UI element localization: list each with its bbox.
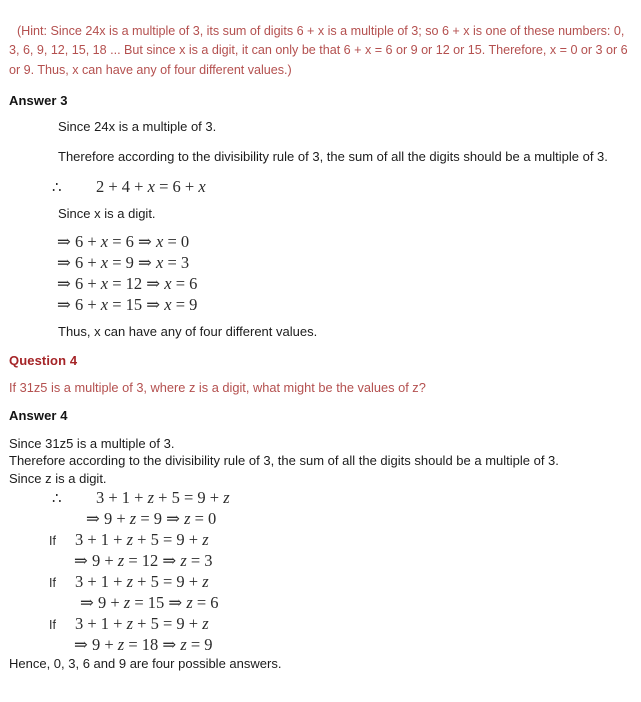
answer-4-block-4-expression: 3 + 1 + z + 5 = 9 + z xyxy=(75,614,209,634)
answer-4-block-1-expression: 3 + 1 + z + 5 = 9 + z xyxy=(96,488,230,508)
answer-3-equation-expression: 2 + 4 + x = 6 + x xyxy=(96,176,206,196)
answer-3-line-3: Since x is a digit. xyxy=(58,205,156,221)
answer-4-block-2-expression: 3 + 1 + z + 5 = 9 + z xyxy=(75,530,209,550)
answer-4-line-3: Since z is a digit. xyxy=(9,470,107,486)
answer-4-conclusion: Hence, 0, 3, 6 and 9 are four possible answers. xyxy=(9,656,282,672)
answer-4-block-3-result: ⇒ 9 + z = 15 ⇒ z = 6 xyxy=(80,593,219,613)
therefore-symbol: ∴ xyxy=(52,179,62,196)
answer-4-heading: Answer 4 xyxy=(9,407,68,423)
answer-4-block-2-result: ⇒ 9 + z = 12 ⇒ z = 3 xyxy=(74,551,213,571)
answer-3-equation-main xyxy=(0,176,641,197)
question-4-heading: Question 4 xyxy=(9,352,78,368)
answer-3-heading: Answer 3 xyxy=(9,92,68,108)
answer-4-line-1: Since 31z5 is a multiple of 3. xyxy=(9,435,175,451)
answer-3-step-2: ⇒ 6 + x = 9 ⇒ x = 3 xyxy=(57,252,190,272)
hint-paragraph: (Hint: Since 24x is a multiple of 3, its sum of digits 6 + x is a multiple of 3; so 6 + x is one of these numbers: 0, 3, 6, 9, 12, 15, 18 ... But since x is a digit, it can only be that 6 + x = 6 or 9 or 12 or 15. Therefore, x = 0 or 3 or 6 or 9. Thus, x can have any of four different values.) xyxy=(9,23,628,77)
answer-3-line-2: Therefore according to the divisibility rule of 3, the sum of all the digits should be a multiple of 3. xyxy=(58,148,608,164)
answer-4-block-1-result: ⇒ 9 + z = 9 ⇒ z = 0 xyxy=(86,509,217,529)
answer-3-step-4: ⇒ 6 + x = 15 ⇒ x = 9 xyxy=(57,294,198,314)
answer-4-block-4-sum xyxy=(0,613,641,634)
answer-4-block-3-sum xyxy=(0,571,641,592)
therefore-symbol: ∴ xyxy=(52,491,62,508)
answer-3-step-3: ⇒ 6 + x = 12 ⇒ x = 6 xyxy=(57,273,198,293)
answer-4-block-4-result: ⇒ 9 + z = 18 ⇒ z = 9 xyxy=(74,635,213,655)
answer-3-conclusion: Thus, x can have any of four different values. xyxy=(58,323,318,339)
answer-3-line-1: Since 24x is a multiple of 3. xyxy=(58,118,217,134)
if-label: If xyxy=(49,534,56,549)
answer-4-block-2-sum xyxy=(0,529,641,550)
answer-3-step-1: ⇒ 6 + x = 6 ⇒ x = 0 xyxy=(57,231,190,251)
answer-4-block-1-sum xyxy=(0,487,641,508)
if-label: If xyxy=(49,576,56,591)
question-4-text: If 31z5 is a multiple of 3, where z is a digit, what might be the values of z? xyxy=(9,379,426,395)
answer-4-line-2: Therefore according to the divisibility rule of 3, the sum of all the digits should be a multiple of 3. xyxy=(9,453,559,469)
solution-page xyxy=(0,13,641,702)
answer-4-block-3-expression: 3 + 1 + z + 5 = 9 + z xyxy=(75,572,209,592)
if-label: If xyxy=(49,618,56,633)
